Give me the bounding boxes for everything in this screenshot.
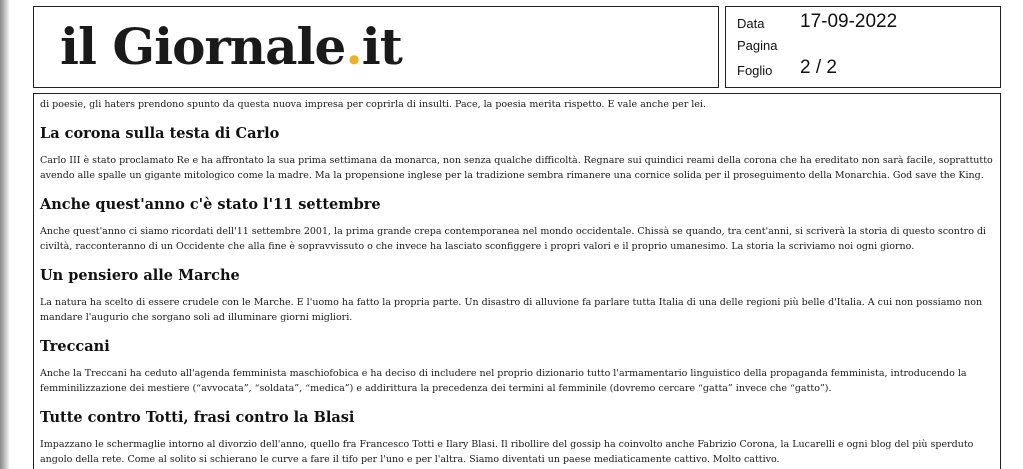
intro-paragraph: di poesie, gli haters prendono spunto da questa nuova impresa per coprirla di insulti. Pace, la poesia merita rispetto. E vale anche per lei. <box>40 99 706 110</box>
section-heading-treccani: Treccani <box>40 338 110 355</box>
section-heading-carlo: La corona sulla testa di Carlo <box>40 125 280 142</box>
date-label: Data <box>737 16 765 31</box>
date-value: 17-09-2022 <box>800 11 898 32</box>
newspaper-logo <box>60 15 402 79</box>
section-heading-totti: Tutte contro Totti, frasi contro la Blasi <box>40 409 355 426</box>
sheet-label: Foglio <box>737 63 773 78</box>
logo-suffix: it <box>361 17 402 76</box>
section-text-carlo: Carlo III è stato proclamato Re e ha affrontato la sua prima settimana da monarca, non senza qualche difficoltà. Regnare sui quindici reami della corona che ha ereditato non sarà facile, soprattutto avendo alle spalle un gigante mitologico come la madre. Ma la propensione inglese per la tradizione sembra rimanere una cornice solida per il proseguimento della Monarchia. God save the King. <box>40 155 993 181</box>
section-heading-11-settembre: Anche quest'anno c'è stato l'11 settembre <box>40 196 381 213</box>
left-edge-shadow <box>0 0 10 469</box>
sheet-value: 2 / 2 <box>800 57 837 78</box>
logo-dot: . <box>345 17 362 76</box>
logo-main: il Giornale <box>60 17 346 76</box>
section-heading-marche: Un pensiero alle Marche <box>40 267 240 284</box>
section-text-treccani: Anche la Treccani ha ceduto all'agenda femminista maschiofobica e ha deciso di includere nel proprio dizionario tutto l'armamentario linguistico della propaganda femminista, introducendo la femminilizzazione dei mestiere (“avvocata”, “soldata”, “medica”) e addirittura la precedenza dei termini al femminile (dovremo cercare “gatta” invece che “gatto”). <box>40 368 967 394</box>
article-content <box>33 93 1001 469</box>
section-text-marche: La natura ha scelto di essere crudele con le Marche. E l'uomo ha fatto la propria parte. Un disastro di alluvione fa parlare tutta Italia di una delle regioni più belle d'Italia. A cui non possiamo non mandare l'augurio che sorgano soli ad illuminare giorni migliori. <box>40 297 983 323</box>
metadata-box <box>725 6 1001 88</box>
section-text-11-settembre: Anche quest'anno ci siamo ricordati dell'11 settembre 2001, la prima grande crepa contemporanea nel mondo occidentale. Chissà se quando, tra cent'anni, si scriverà la storia di questo scontro di civiltà, racconteranno di un Occidente che alla fine è sopravvissuto o che invece ha lasciato sconfiggere i propri valori e il proprio umanesimo. La storia la scriviamo noi ogni giorno. <box>40 226 987 252</box>
masthead-box <box>33 6 719 88</box>
section-text-totti: Impazzano le schermaglie intorno al divorzio dell'anno, quello fra Francesco Totti e Ilary Blasi. Il ribollire del gossip ha coinvolto anche Fabrizio Corona, la Lucarelli e ogni blog del più sperduto angolo della rete. Come al solito si schierano le curve a fare il tifo per l'uno e per l'altra. Siamo diventati un paese mediaticamente cattivo. Molto cattivo. <box>40 439 974 465</box>
page-label: Pagina <box>737 38 778 53</box>
